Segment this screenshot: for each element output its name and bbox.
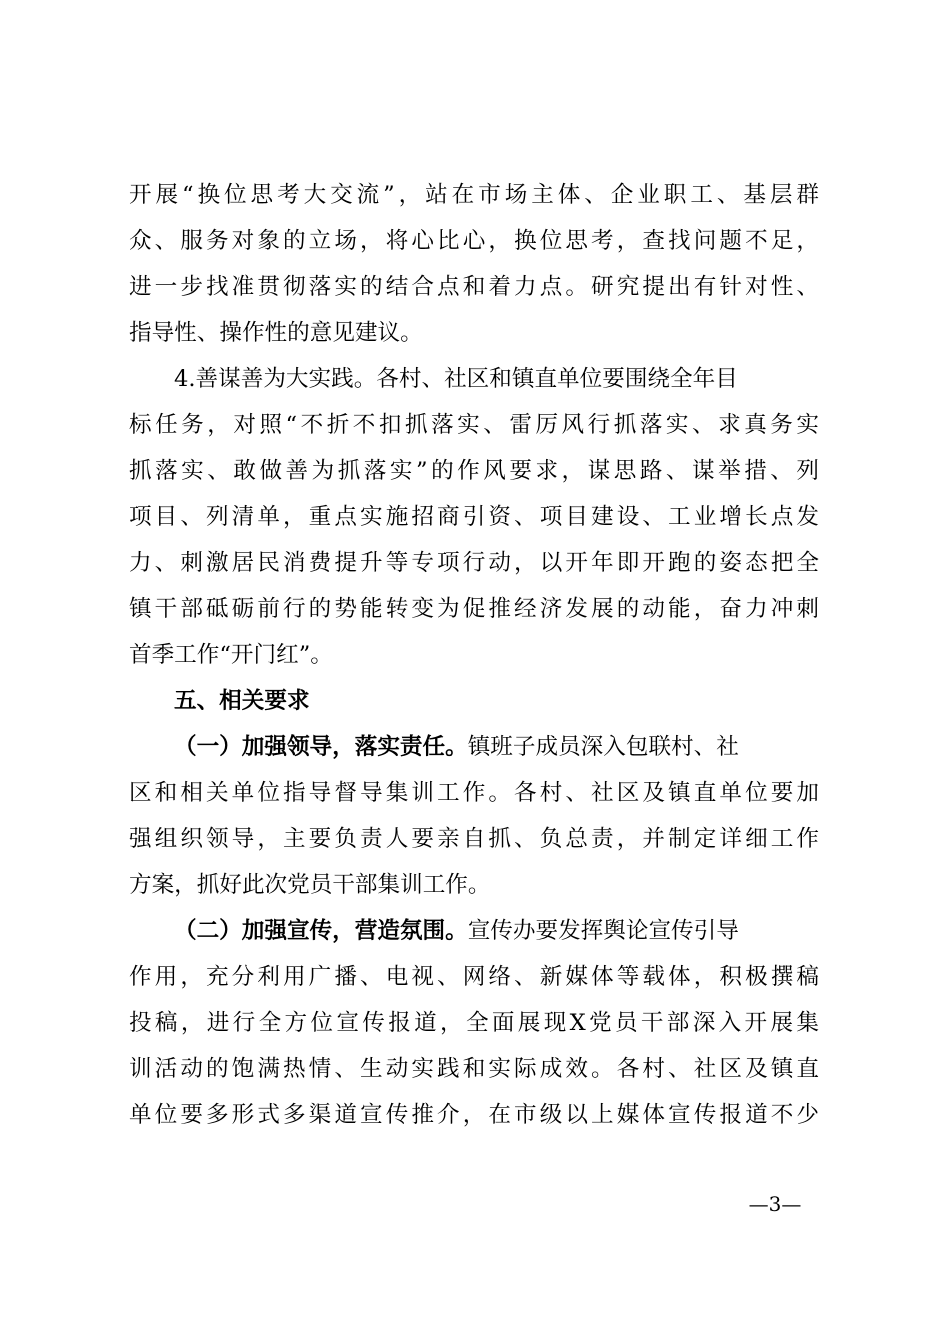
paragraph-3-line-1-rest: 镇班子成员深入包联村、社 <box>467 734 739 760</box>
paragraph-1-line-3: 进一步找准贯彻落实的结合点和着力点。研究提出有针对性、 <box>129 274 819 300</box>
paragraph-3-line-1 <box>129 724 819 770</box>
paragraph-4-lead: （二）加强宣传，营造氛围。 <box>174 918 468 944</box>
paragraph-3-lead: （一）加强领导，落实责任。 <box>174 734 468 760</box>
document-body <box>129 172 819 1138</box>
paragraph-3-line-3: 强组织领导，主要负责人要亲自抓、负总责，并制定详细工作 <box>129 826 819 852</box>
paragraph-4-line-2: 作用，充分利用广播、电视、网络、新媒体等载体，积极撰稿 <box>129 964 819 990</box>
paragraph-3-line-4: 方案，抓好此次党员干部集训工作。 <box>129 872 491 898</box>
section-heading: 五、相关要求 <box>174 688 310 714</box>
paragraph-4-line-4: 训活动的饱满热情、生动实践和实际成效。各村、社区及镇直 <box>129 1056 819 1082</box>
paragraph-2-line-6: 镇干部砥砺前行的势能转变为促推经济发展的动能，奋力冲刺 <box>129 596 819 622</box>
paragraph-4-line-1 <box>129 908 819 954</box>
paragraph-1-line-4: 指导性、操作性的意见建议。 <box>129 320 423 346</box>
paragraph-1-line-1: 开展“换位思考大交流”，站在市场主体、企业职工、基层群 <box>129 182 819 208</box>
paragraph-2-line-4: 项目、列清单，重点实施招商引资、项目建设、工业增长点发 <box>129 504 819 530</box>
paragraph-2-line-5: 力、刺激居民消费提升等专项行动，以开年即开跑的姿态把全 <box>129 550 819 576</box>
paragraph-2-line-3: 抓落实、敢做善为抓落实”的作风要求，谋思路、谋举措、列 <box>129 458 819 484</box>
paragraph-2-line-2: 标任务，对照“不折不扣抓落实、雷厉风行抓落实、求真务实 <box>129 412 819 438</box>
paragraph-4-line-5: 单位要多形式多渠道宣传推介，在市级以上媒体宣传报道不少 <box>129 1102 819 1128</box>
paragraph-4-line-3: 投稿，进行全方位宣传报道，全面展现X党员干部深入开展集 <box>129 1010 819 1036</box>
paragraph-2-line-1: 4.善谋善为大实践。各村、社区和镇直单位要围绕全年目 <box>174 366 738 392</box>
paragraph-2-line-7: 首季工作“开门红”。 <box>129 642 333 668</box>
page-number: —3— <box>748 1192 802 1216</box>
paragraph-3-line-2: 区和相关单位指导督导集训工作。各村、社区及镇直单位要加 <box>129 780 819 806</box>
paragraph-4-line-1-rest: 宣传办要发挥舆论宣传引导 <box>467 918 739 944</box>
paragraph-1-line-2: 众、服务对象的立场，将心比心，换位思考，查找问题不足， <box>129 228 819 254</box>
